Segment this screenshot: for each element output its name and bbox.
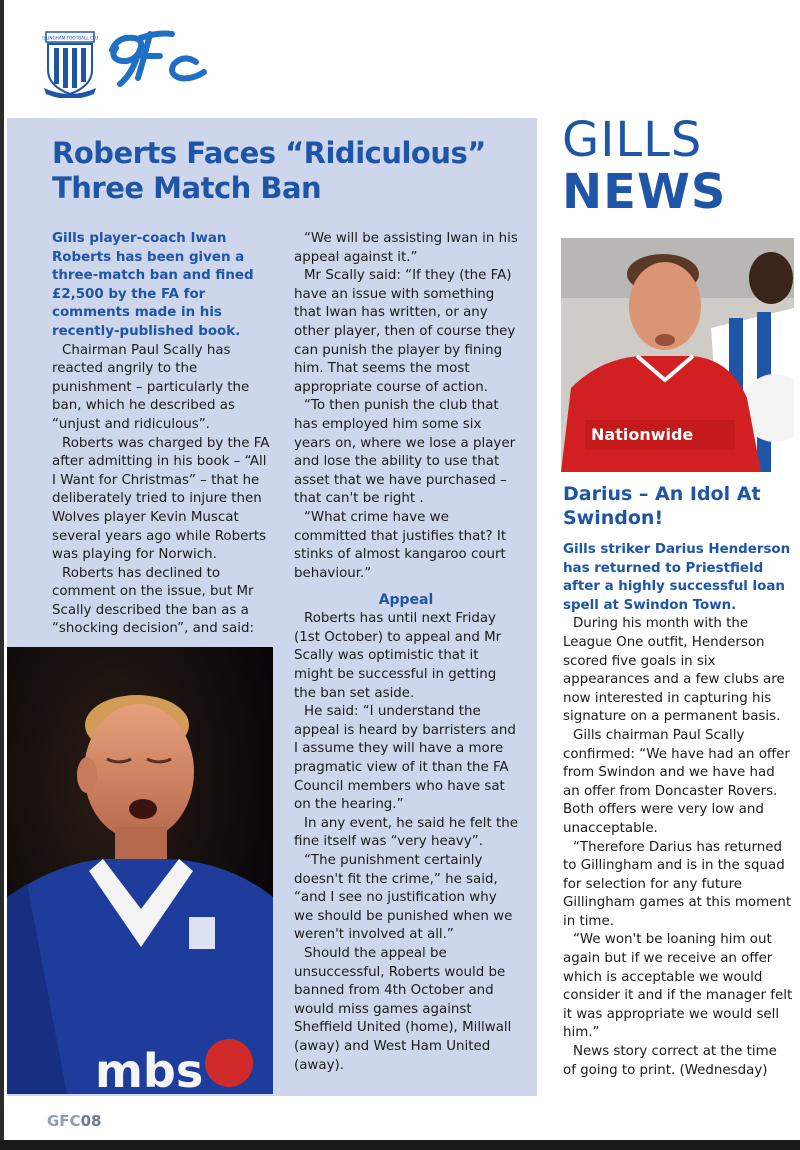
article-paragraph: Chairman Paul Scally has reacted angrily to the punishment – particularly the ban, which he described as “unjust and ridiculous”. (52, 342, 250, 432)
henderson-photo (561, 238, 794, 472)
article-paragraph: He said: “I understand the appeal is heard by barristers and I assume they will have a more pragmatic view of it than the FA Council members who have sat on the hearing.” (294, 704, 516, 813)
footer-prefix: GFC (47, 1112, 81, 1130)
shirt-sponsor-text: Nationwide (591, 425, 694, 444)
article-paragraph: Roberts was charged by the FA after admitting in his book – “All I Want for Christmas” – that he deliberately tried to injure then Wolves player Kevin Muscat several years ago while Roberts was playing for Norwich. (52, 435, 270, 563)
sidebar-paragraph: “Therefore Darius has returned to Gillingham and is in the squad for selection for any future Gillingham games at this moment in time. (563, 839, 792, 929)
article-paragraph: In any event, he said he felt the fine itself was “very heavy”. (294, 815, 518, 850)
article-column-1 (52, 230, 272, 639)
club-crest-icon (42, 30, 98, 98)
article-subhead: Appeal (378, 592, 434, 609)
gills-news-title-line1: GILLS (562, 112, 703, 168)
article-paragraph: Should the appeal be unsuccessful, Roberts would be banned from 4th October and would miss games against Sheffield United (home), Millwall (away) and West Ham United (away). (294, 945, 512, 1073)
article-paragraph: “The punishment certainly doesn't fit the crime,” he said, “and I see no justification why we should be punished when we weren't involved at all.” (294, 853, 513, 943)
page-number: 08 (80, 1112, 102, 1130)
sidebar-headline: Darius – An Idol At Swindon! (563, 483, 761, 529)
shirt-sponsor-text: mbs (95, 1044, 204, 1094)
bottom-edge (0, 1140, 800, 1150)
roberts-photo (7, 647, 273, 1094)
sidebar-paragraph: Gills chairman Paul Scally confirmed: “We have had an offer from Swindon and we have had an offer from Doncaster Rovers. Both offers were very low and unacceptable. (563, 727, 790, 836)
article-paragraph: “To then punish the club that has employed him some six years on, where we lose a player and lose the ability to use that asset that we have purchased – that can't be right . (294, 398, 516, 507)
article-lead: Gills player-coach Iwan Roberts has been given a three-match ban and fined £2,500 by the FA for comments made in his recently-published book. (52, 231, 254, 339)
article-paragraph: Roberts has until next Friday (1st October) to appeal and Mr Scally was optimistic that it might be successful in getting the ban set aside. (294, 611, 502, 701)
page-footer (47, 1112, 101, 1130)
article-paragraph: Roberts has declined to comment on the issue, but Mr Scally described the ban as a “shocking decision”, and said: (52, 565, 254, 637)
crest-text: GILLINGHAM FOOTBALL CLUB (42, 35, 98, 41)
sidebar-paragraph: During his month with the League One outfit, Henderson scored five goals in six appearances and a few clubs are now interested in capturing his signature on a permanent basis. (563, 616, 785, 725)
binding-edge (0, 0, 4, 1150)
article-headline: Roberts Faces “Ridiculous” Three Match Ban (52, 136, 486, 205)
article-column-2 (294, 230, 518, 1075)
logo-text: gfc (102, 30, 104, 31)
gills-news-title-line2: NEWS (562, 164, 727, 220)
article-paragraph: Mr Scally said: “If they (the FA) have an issue with something that Iwan has written, or any other player, then of course they can punish the player by fining him. That seems the most appropriate course of action. (294, 268, 516, 395)
sidebar-lead: Gills striker Darius Henderson has returned to Priestfield after a highly successful loan spell at Swindon Town. (563, 542, 791, 613)
sidebar-paragraph: “We won't be loaning him out again but if we receive an offer which is acceptable we would consider it and if the manager felt it was appropriate we would sell him.” (563, 932, 793, 1041)
gills-news-title (562, 114, 726, 218)
sidebar-paragraph: News story correct at the time of going to print. (Wednesday) (563, 1044, 777, 1078)
sidebar-article-column (563, 541, 793, 1080)
article-paragraph: “What crime have we committed that justifies that? It stinks of almost kangaroo court behaviour.” (294, 509, 507, 581)
gfc-logo (102, 30, 210, 92)
article-paragraph: “We will be assisting Iwan in his appeal against it.” (294, 231, 518, 265)
